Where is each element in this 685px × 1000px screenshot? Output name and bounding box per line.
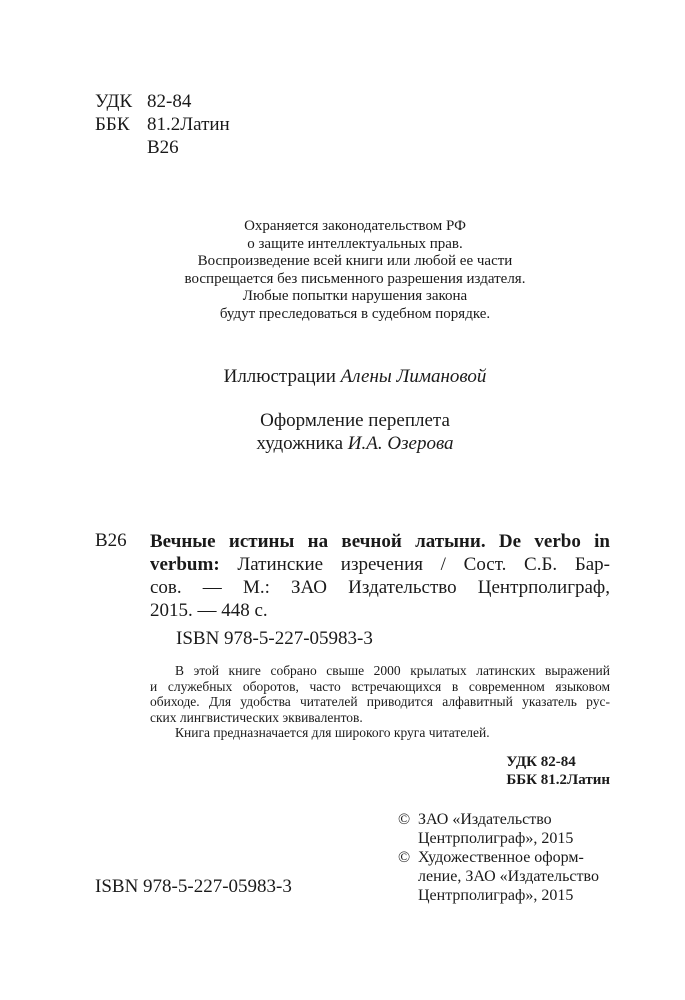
copyright-line: Центрполиграф», 2015 [418,887,574,904]
cover-design-prefix: художника [256,433,344,454]
copyright-symbol: © [398,811,411,828]
cover-designer-name: И.А. Озерова [347,433,454,454]
udk-label: УДК [95,91,133,112]
bbk-label: ББК [95,114,130,135]
bib-line: 2015. — 448 с. [150,600,268,621]
bbk-value: 81.2Латин [147,114,230,135]
copyright-line: ление, ЗАО «Издательство [418,868,599,885]
annotation-line: Книга предназначается для широкого круга читателей. [175,725,490,740]
illustrator-name: Алены Лимановой [340,366,487,387]
author-mark: В26 [147,137,179,158]
copyright-line: Художественное оформ- [418,849,584,866]
annotation-line: и служебных оборотов, часто встречающихся в современном языковом [150,678,610,694]
annotation-line: ских лингвистических эквивалентов. [150,709,363,725]
notice-line: Любые попытки нарушения закона [242,288,468,304]
copyright-line: ЗАО «Издательство [418,811,552,828]
cover-design-credit [100,409,610,455]
notice-line: будут преследоваться в судебном порядке. [219,305,491,322]
isbn-bottom: ISBN 978-5-227-05983-3 [95,876,292,897]
bibliography-code: В26 [95,530,127,551]
bib-line: сов. — М.: ЗАО Издательство Центрполиграф, [150,577,610,598]
copyright-holders [398,810,599,905]
book-title-line: Вечные истины на вечной латыни. De verbo in [150,531,610,552]
bib-line: Латинские изречения / Сост. С.Б. Бар- [237,554,611,575]
book-title-end: verbum: [150,554,220,575]
notice-line: Охраняется законодательством РФ [244,218,466,234]
notice-line: о защите интеллектуальных прав. [247,235,463,252]
annotation-line: обиходе. Для удобства читателей приводится алфавитный указатель рус- [150,694,610,709]
notice-line: Воспроизведение всей книги или любой ее части [197,253,513,269]
classification-codes-right [506,753,610,789]
isbn-main: ISBN 978-5-227-05983-3 [176,628,373,649]
udk-right: УДК 82-84 [506,754,576,770]
copyright-symbol: © [398,849,411,866]
illustrations-credit [100,366,610,388]
illustrations-prefix: Иллюстрации [223,366,336,387]
annotation [150,663,610,741]
copyright-line: Центрполиграф», 2015 [418,830,574,847]
copyright-notice [100,218,610,323]
udk-value: 82-84 [147,91,192,112]
bibliographic-record [150,530,610,622]
annotation-line: В этой книге собрано свыше 2000 крылатых латинских выражений [175,663,610,678]
classification-codes [95,90,230,159]
bbk-right: ББК 81.2Латин [506,772,610,788]
cover-design-line: Оформление переплета [260,410,450,431]
notice-line: воспрещается без письменного разрешения издателя. [184,270,526,287]
